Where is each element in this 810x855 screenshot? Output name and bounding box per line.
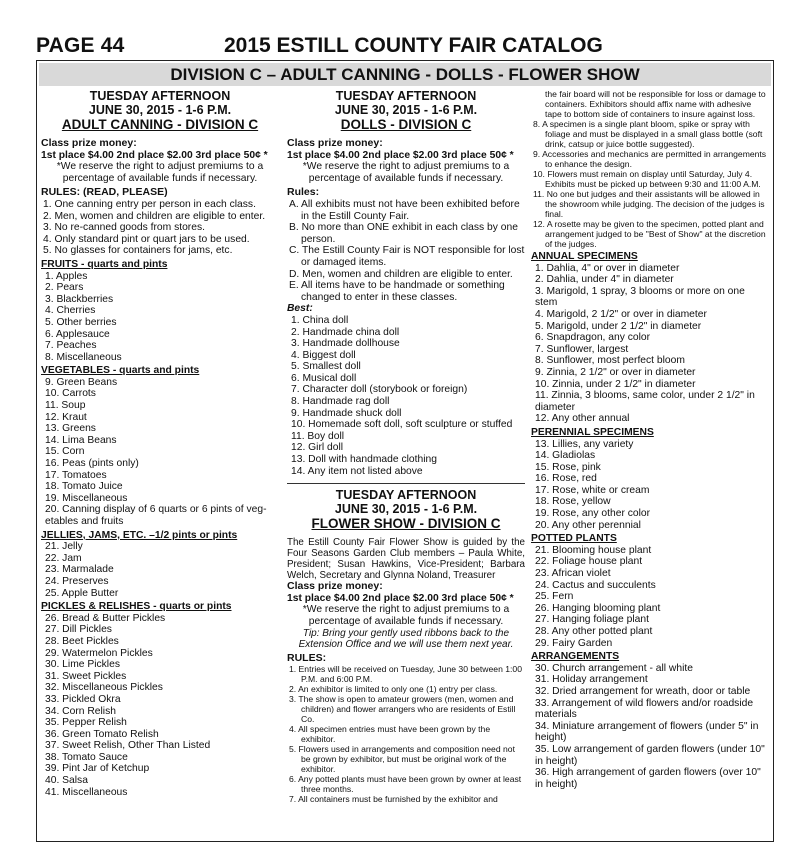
list-item: 10. Carrots	[45, 388, 96, 400]
rule-item: 7. All containers must be furnished by the exhibitor and	[289, 794, 498, 805]
list-item: 22. Foliage house plant	[535, 556, 643, 568]
list-item: 41. Miscellaneous	[45, 786, 128, 798]
rule-item: 1. One canning entry per person in each class.	[43, 198, 256, 210]
list-item: 10. Homemade soft doll, soft sculpture or stuffed	[291, 419, 513, 431]
list-item: 21. Blooming house plant	[535, 544, 652, 556]
list-item: 7. Character doll (storybook or foreign)	[291, 384, 468, 396]
list-item: 24. Cactus and succulents	[535, 579, 656, 591]
list-item: 31. Sweet Pickles	[45, 670, 127, 682]
list-item: 22. Jam	[45, 552, 82, 564]
rule-item: 4. All specimen entries must have been grown by the exhibitor.	[289, 724, 491, 745]
list-item: 6. Applesauce	[45, 328, 110, 340]
list-item: 3. Marigold, 1 spray, 3 blooms or more on one stem	[535, 285, 745, 309]
rule-item: 3. The show is open to amateur growers (men, women and children) and flower arrangers who are residents of Estill Co.	[289, 694, 516, 725]
list-item: 5. Smallest doll	[291, 361, 361, 373]
flower-tip: Tip: Bring your gently used ribbons back to the Extension Office and we will use them next year.	[298, 627, 514, 650]
list-item: 29. Fairy Garden	[535, 637, 613, 649]
flower-prize-line: 1st place $4.00 2nd place $2.00 3rd place 50¢ *	[287, 592, 514, 604]
list-item: 14. Lima Beans	[45, 434, 117, 446]
list-item: 34. Miniature arrangement of flowers (under 5" in height)	[535, 720, 759, 744]
list-item: 12. Kraut	[45, 411, 87, 423]
rule-item: A. All exhibits must not have been exhibited before in the Estill County Fair.	[289, 198, 520, 222]
list-item: 23. Marmalade	[45, 564, 114, 576]
list-item: 8. Handmade rag doll	[291, 396, 390, 408]
rule-item: 11. No one but judges and their assistants will be allowed in the showroom while judging. The decision of the judges is final.	[533, 189, 765, 219]
list-item: 16. Peas (pints only)	[45, 458, 139, 470]
list-item: 30. Lime Pickles	[45, 659, 120, 671]
list-item: 18. Tomato Juice	[45, 481, 123, 493]
list-item: 25. Apple Butter	[45, 587, 119, 599]
canning-prize-line: 1st place $4.00 2nd place $2.00 3rd place 50¢ *	[41, 149, 268, 161]
list-item: 3. Handmade dollhouse	[291, 338, 400, 350]
list-item: 33. Pickled Okra	[45, 693, 121, 705]
list-item: 26. Bread & Butter Pickles	[45, 612, 166, 624]
page-number: PAGE 44	[36, 34, 125, 57]
jellies-heading: JELLIES, JAMS, ETC. –1/2 pints or pints	[41, 529, 238, 541]
list-item: 2. Handmade china doll	[291, 326, 400, 338]
annual-list	[531, 263, 769, 425]
list-item: 23. African violet	[535, 568, 611, 580]
list-item: 11. Zinnia, 3 blooms, same color, under 2 1/2" in diameter	[535, 390, 755, 413]
rule-item: 1. Entries will be received on Tuesday, June 30 between 1:00 P.M. and 6:00 P.M.	[289, 664, 522, 685]
canning-title: ADULT CANNING - DIVISION C	[61, 117, 259, 132]
canning-column	[41, 89, 279, 798]
dolls-rules-list	[287, 199, 525, 303]
list-item: 1. China doll	[291, 314, 349, 326]
annual-heading: ANNUAL SPECIMENS	[531, 251, 638, 262]
canning-rules-label: RULES: (READ, PLEASE)	[41, 186, 168, 199]
list-item: 9. Zinnia, 2 1/2" or over in diameter	[535, 366, 696, 378]
list-item: 6. Musical doll	[291, 372, 357, 384]
list-item: 16. Rose, red	[535, 473, 597, 485]
list-item: 30. Church arrangement - all white	[535, 662, 693, 674]
rule-item: 8. A specimen is a single plant bloom, spike or spray with foliage and must be displayed in a small glass bottle (soft drink, catsup or juice bottle suggested).	[533, 119, 763, 149]
list-item: 24. Preserves	[45, 575, 109, 587]
list-item: 39. Pint Jar of Ketchup	[45, 763, 150, 775]
canning-prize-label: Class prize money:	[41, 137, 137, 149]
rule-item: 2. Men, women and children are eligible to enter.	[43, 210, 266, 222]
list-item: 15. Rose, pink	[535, 461, 601, 473]
list-item: 20. Any other perennial	[535, 519, 641, 531]
list-item: 21. Jelly	[45, 541, 83, 553]
dolls-reserve-note: *We reserve the right to adjust premiums to a percentage of available funds if necessary.	[302, 161, 510, 184]
potted-list	[531, 545, 769, 649]
flower-rules-list	[287, 664, 525, 804]
rule-item: C. The Estill County Fair is NOT responsible for lost or damaged items.	[289, 245, 525, 268]
dolls-flower-column	[287, 89, 525, 804]
list-item: 12. Any other annual	[535, 413, 630, 425]
list-item: 13. Doll with handmade clothing	[291, 454, 437, 466]
dolls-prize-label: Class prize money:	[287, 137, 383, 149]
dolls-best-label: Best:	[287, 303, 313, 315]
list-item: 35. Low arrangement of garden flowers (under 10" in height)	[535, 743, 765, 767]
list-item: 17. Rose, white or cream	[535, 484, 650, 496]
flower-reserve-note: *We reserve the right to adjust premiums to a percentage of available funds if necessary.	[302, 604, 510, 627]
rule-item: B. No more than ONE exhibit in each class by one person.	[289, 222, 518, 245]
flower-intro: The Estill County Fair Flower Show is guided by the Four Seasons Garden Club members – Paula White, President; Susan Hawkins, Vice-President; Barbara Welch, Secretary and Glynna Noland, Treasurer	[287, 537, 525, 582]
jellies-list	[41, 541, 279, 599]
rule-item: 12. A rosette may be given to the specimen, potted plant and arrangement judged to be "Best of Show" at the discretion of the judges.	[533, 219, 766, 249]
list-item: 35. Pepper Relish	[45, 717, 127, 729]
list-item: 26. Hanging blooming plant	[535, 602, 661, 614]
fruits-list	[41, 271, 279, 364]
list-item: 11. Soup	[45, 400, 86, 412]
section-divider	[287, 483, 525, 484]
list-item: 17. Tomatoes	[45, 469, 107, 481]
arrangements-heading: ARRANGEMENTS	[531, 651, 620, 663]
division-title: DIVISION C – ADULT CANNING - DOLLS - FLOWER SHOW	[39, 63, 771, 86]
list-item: 10. Zinnia, under 2 1/2" in diameter	[535, 378, 696, 390]
rule-item: 2. An exhibitor is limited to only one (1) entry per class.	[289, 684, 498, 695]
rule-item: 9. Accessories and mechanics are permitted in arrangements to enhance the design.	[533, 149, 767, 169]
list-item: 28. Beet Pickles	[45, 635, 119, 647]
flower-prize-label: Class prize money:	[287, 580, 383, 593]
list-item: 20. Canning display of 6 quarts or 6 pints of veg-etables and fruits	[45, 504, 267, 527]
list-item: 40. Salsa	[45, 775, 88, 787]
list-item: 8. Sunflower, most perfect bloom	[535, 355, 685, 367]
rule-item: 3. No re-canned goods from stores.	[43, 222, 205, 234]
list-item: 1. Dahlia, 4" or over in diameter	[535, 262, 680, 274]
perennial-list	[531, 439, 769, 532]
list-item: 25. Fern	[535, 591, 574, 603]
flower-continued-column	[531, 89, 769, 790]
catalog-title: 2015 ESTILL COUNTY FAIR CATALOG	[224, 34, 603, 57]
list-item: 2. Pears	[45, 282, 84, 294]
dolls-date: JUNE 30, 2015 - 1-6 P.M.	[334, 103, 478, 117]
rule-item: D. Men, women and children are eligible to enter.	[289, 268, 513, 280]
rule-item: 5. No glasses for containers for jams, etc.	[43, 245, 233, 257]
dolls-day: TUESDAY AFTERNOON	[335, 89, 477, 103]
rule-item: 5. Flowers used in arrangements and composition need not be grown by exhibitor, but must be original work of the exhibitor.	[289, 744, 515, 775]
dolls-prize-line: 1st place $4.00 2nd place $2.00 3rd place 50¢ *	[287, 149, 514, 161]
list-item: 2. Dahlia, under 4" in diameter	[535, 274, 674, 286]
potted-heading: POTTED PLANTS	[531, 533, 617, 545]
canning-day: TUESDAY AFTERNOON	[89, 89, 231, 103]
flower-day: TUESDAY AFTERNOON	[335, 488, 477, 503]
list-item: 5. Other berries	[45, 316, 117, 328]
rule-item: 4. Only standard pint or quart jars to be used.	[43, 233, 250, 245]
list-item: 18. Rose, yellow	[535, 496, 611, 508]
rule-item: the fair board will not be responsible for loss or damage to containers. Exhibitors should affix name with adhesive tape to bottom side of containers to insure against loss.	[545, 89, 766, 119]
dolls-list	[287, 315, 525, 477]
list-item: 32. Miscellaneous Pickles	[45, 682, 163, 694]
list-item: 15. Corn	[45, 446, 85, 458]
pickles-list	[41, 613, 279, 799]
list-item: 11. Boy doll	[291, 430, 345, 442]
list-item: 27. Dill Pickles	[45, 624, 112, 636]
canning-date: JUNE 30, 2015 - 1-6 P.M.	[88, 103, 232, 117]
perennial-heading: PERENNIAL SPECIMENS	[531, 426, 654, 438]
list-item: 19. Miscellaneous	[45, 492, 128, 504]
rule-item: E. All items have to be handmade or something changed to enter in these classes.	[289, 280, 505, 303]
list-item: 7. Peaches	[45, 340, 97, 352]
list-item: 32. Dried arrangement for wreath, door or table	[535, 685, 751, 697]
list-item: 36. High arrangement of garden flowers (over 10" in height)	[535, 767, 761, 790]
rule-item: 6. Any potted plants must have been grown by owner at least three months.	[289, 774, 522, 795]
flower-rules-continued	[531, 89, 769, 249]
list-item: 1. Apples	[45, 270, 88, 282]
canning-rules-list	[41, 199, 279, 257]
list-item: 4. Biggest doll	[291, 349, 356, 361]
list-item: 13. Greens	[45, 423, 96, 435]
catalog-frame	[36, 60, 774, 842]
rule-item: 10. Flowers must remain on display until Saturday, July 4. Exhibits must be picked up between 9:30 and 11:00 A.M.	[533, 169, 761, 189]
list-item: 7. Sunflower, largest	[535, 343, 629, 355]
list-item: 38. Tomato Sauce	[45, 751, 128, 763]
vegetables-list	[41, 377, 279, 528]
fruits-heading: FRUITS - quarts and pints	[41, 258, 168, 270]
arrangements-list	[531, 663, 769, 791]
list-item: 12. Girl doll	[291, 442, 344, 454]
list-item: 33. Arrangement of wild flowers and/or roadside materials	[535, 697, 754, 721]
list-item: 8. Miscellaneous	[45, 351, 122, 363]
list-item: 3. Blackberries	[45, 293, 114, 305]
flower-date: JUNE 30, 2015 - 1-6 P.M.	[334, 502, 478, 517]
list-item: 9. Handmade shuck doll	[291, 407, 402, 419]
list-item: 36. Green Tomato Relish	[45, 728, 159, 740]
list-item: 4. Cherries	[45, 305, 96, 317]
list-item: 9. Green Beans	[45, 376, 118, 388]
list-item: 34. Corn Relish	[45, 705, 116, 717]
page-header	[36, 34, 776, 58]
pickles-heading: PICKLES & RELISHES - quarts or pints	[41, 601, 232, 613]
list-item: 4. Marigold, 2 1/2" or over in diameter	[535, 308, 707, 320]
list-item: 14. Gladiolas	[535, 450, 596, 462]
list-item: 5. Marigold, under 2 1/2" in diameter	[535, 320, 702, 332]
flower-rules-label: RULES:	[287, 651, 327, 664]
list-item: 28. Any other potted plant	[535, 626, 653, 637]
dolls-rules-label: Rules:	[287, 186, 320, 199]
list-item: 27. Hanging foliage plant	[535, 614, 649, 626]
list-item: 37. Sweet Relish, Other Than Listed	[45, 740, 211, 752]
list-item: 14. Any item not listed above	[291, 465, 423, 477]
list-item: 13. Lillies, any variety	[535, 438, 634, 450]
list-item: 31. Holiday arrangement	[535, 674, 648, 686]
canning-reserve-note: *We reserve the right to adjust premiums to a percentage of available funds if necessary.	[56, 161, 264, 184]
flower-title: FLOWER SHOW - DIVISION C	[311, 516, 501, 532]
vegetables-heading: VEGETABLES - quarts and pints	[41, 365, 200, 377]
dolls-title: DOLLS - DIVISION C	[340, 117, 472, 132]
list-item: 6. Snapdragon, any color	[535, 332, 651, 344]
list-item: 19. Rose, any other color	[535, 508, 651, 520]
list-item: 29. Watermelon Pickles	[45, 647, 153, 659]
